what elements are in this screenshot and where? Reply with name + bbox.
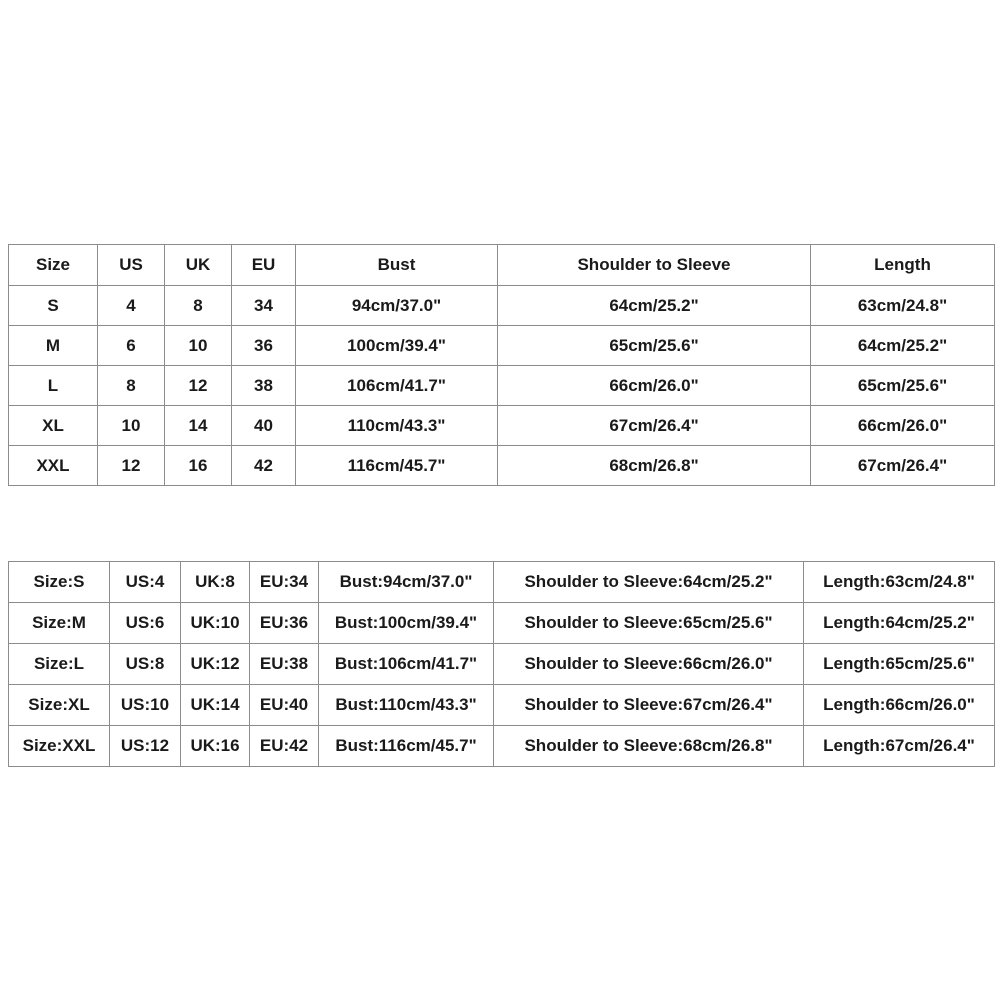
cell-uk: 10 [165, 326, 232, 366]
cell-eu: EU:40 [250, 685, 319, 726]
cell-size: Size:XL [9, 685, 110, 726]
table-header-row [9, 245, 995, 286]
cell-bust: 106cm/41.7" [296, 366, 498, 406]
cell-uk: UK:10 [181, 603, 250, 644]
cell-us: 8 [98, 366, 165, 406]
cell-us: 10 [98, 406, 165, 446]
cell-length: Length:66cm/26.0" [804, 685, 995, 726]
cell-shoulder-to-sleeve: Shoulder to Sleeve:67cm/26.4" [494, 685, 804, 726]
cell-size: XL [9, 406, 98, 446]
cell-bust: Bust:94cm/37.0" [319, 562, 494, 603]
cell-size: M [9, 326, 98, 366]
cell-eu: 38 [232, 366, 296, 406]
cell-length: Length:65cm/25.6" [804, 644, 995, 685]
table-row [9, 644, 995, 685]
cell-us: US:6 [110, 603, 181, 644]
table-row [9, 326, 995, 366]
cell-size: L [9, 366, 98, 406]
cell-eu: EU:36 [250, 603, 319, 644]
table-row [9, 286, 995, 326]
cell-us: 6 [98, 326, 165, 366]
cell-bust: Bust:110cm/43.3" [319, 685, 494, 726]
cell-length: Length:63cm/24.8" [804, 562, 995, 603]
cell-length: 64cm/25.2" [811, 326, 995, 366]
cell-shoulder-to-sleeve: 67cm/26.4" [498, 406, 811, 446]
cell-length: Length:67cm/26.4" [804, 726, 995, 767]
table-row [9, 603, 995, 644]
cell-length: 63cm/24.8" [811, 286, 995, 326]
table-row [9, 562, 995, 603]
cell-uk: 12 [165, 366, 232, 406]
table-row [9, 406, 995, 446]
cell-us: 4 [98, 286, 165, 326]
cell-shoulder-to-sleeve: 65cm/25.6" [498, 326, 811, 366]
cell-shoulder-to-sleeve: Shoulder to Sleeve:64cm/25.2" [494, 562, 804, 603]
header-bust: Bust [296, 245, 498, 286]
cell-eu: EU:34 [250, 562, 319, 603]
cell-bust: 116cm/45.7" [296, 446, 498, 486]
cell-bust: 100cm/39.4" [296, 326, 498, 366]
cell-shoulder-to-sleeve: 68cm/26.8" [498, 446, 811, 486]
cell-us: 12 [98, 446, 165, 486]
header-size: Size [9, 245, 98, 286]
cell-eu: 34 [232, 286, 296, 326]
cell-shoulder-to-sleeve: Shoulder to Sleeve:66cm/26.0" [494, 644, 804, 685]
cell-us: US:12 [110, 726, 181, 767]
cell-bust: Bust:116cm/45.7" [319, 726, 494, 767]
cell-us: US:8 [110, 644, 181, 685]
cell-shoulder-to-sleeve: Shoulder to Sleeve:65cm/25.6" [494, 603, 804, 644]
cell-length: 67cm/26.4" [811, 446, 995, 486]
cell-length: 65cm/25.6" [811, 366, 995, 406]
size-chart-inline-table [8, 561, 995, 767]
cell-eu: EU:38 [250, 644, 319, 685]
table-row [9, 685, 995, 726]
cell-eu: 40 [232, 406, 296, 446]
cell-uk: 16 [165, 446, 232, 486]
header-eu: EU [232, 245, 296, 286]
cell-uk: UK:16 [181, 726, 250, 767]
cell-size: XXL [9, 446, 98, 486]
cell-size: Size:XXL [9, 726, 110, 767]
cell-size: Size:S [9, 562, 110, 603]
cell-shoulder-to-sleeve: 64cm/25.2" [498, 286, 811, 326]
cell-eu: 42 [232, 446, 296, 486]
cell-length: 66cm/26.0" [811, 406, 995, 446]
cell-uk: UK:8 [181, 562, 250, 603]
header-us: US [98, 245, 165, 286]
cell-uk: UK:14 [181, 685, 250, 726]
cell-shoulder-to-sleeve: Shoulder to Sleeve:68cm/26.8" [494, 726, 804, 767]
size-chart-table [8, 244, 995, 486]
cell-size: S [9, 286, 98, 326]
cell-length: Length:64cm/25.2" [804, 603, 995, 644]
header-uk: UK [165, 245, 232, 286]
cell-shoulder-to-sleeve: 66cm/26.0" [498, 366, 811, 406]
cell-bust: Bust:100cm/39.4" [319, 603, 494, 644]
header-shoulder-to-sleeve: Shoulder to Sleeve [498, 245, 811, 286]
cell-size: Size:L [9, 644, 110, 685]
table-row [9, 366, 995, 406]
cell-bust: 94cm/37.0" [296, 286, 498, 326]
cell-eu: 36 [232, 326, 296, 366]
cell-size: Size:M [9, 603, 110, 644]
cell-uk: 8 [165, 286, 232, 326]
cell-uk: UK:12 [181, 644, 250, 685]
cell-eu: EU:42 [250, 726, 319, 767]
table-row [9, 726, 995, 767]
cell-us: US:4 [110, 562, 181, 603]
cell-us: US:10 [110, 685, 181, 726]
table-row [9, 446, 995, 486]
cell-uk: 14 [165, 406, 232, 446]
cell-bust: 110cm/43.3" [296, 406, 498, 446]
cell-bust: Bust:106cm/41.7" [319, 644, 494, 685]
header-length: Length [811, 245, 995, 286]
